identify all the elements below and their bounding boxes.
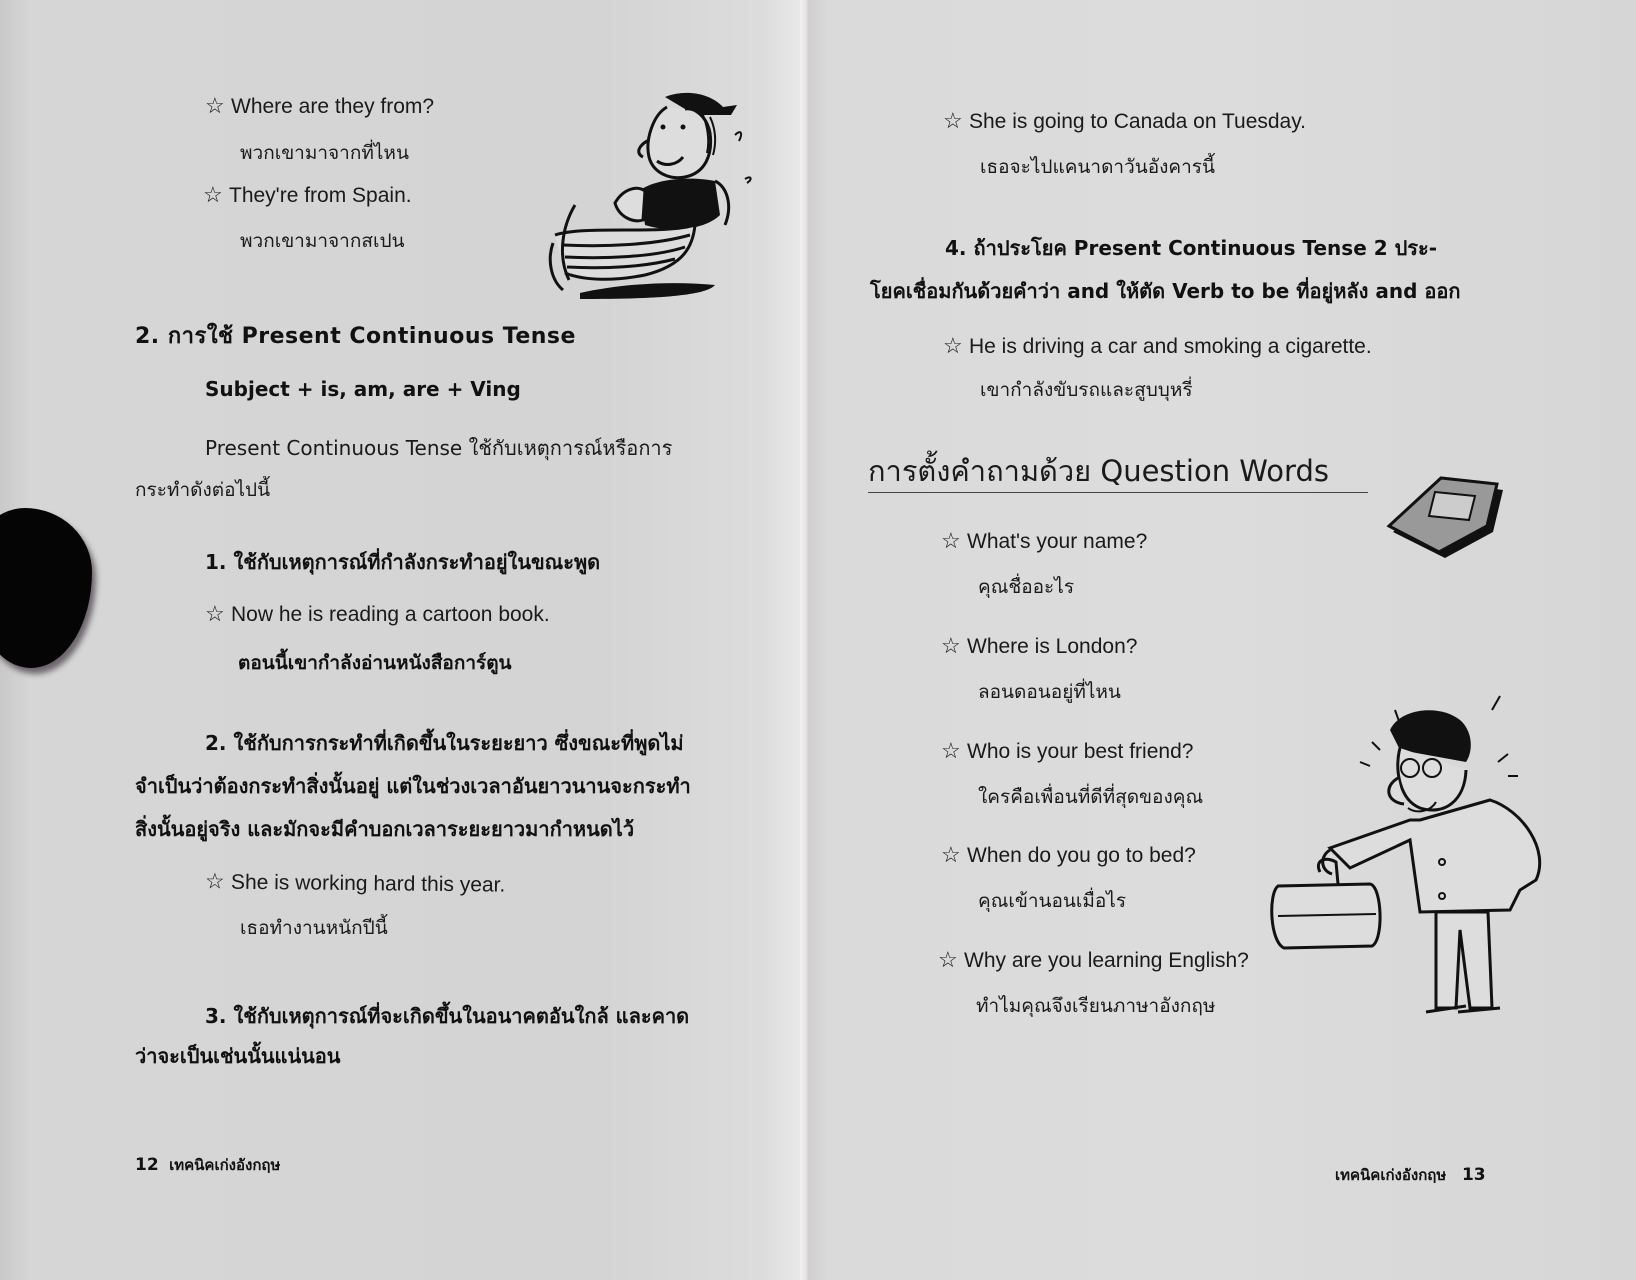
star-icon: ☆ [941, 842, 961, 867]
translation: ทำไมคุณจึงเรียนภาษาอังกฤษ [976, 995, 1216, 1017]
question-where: ☆ Where is London? [941, 633, 1138, 658]
page-number: 13 [1461, 1165, 1486, 1185]
rule-4: 4. ถ้าประโยค Present Continuous Tense 2 ประ- [945, 236, 1438, 260]
example-canada: ☆ She is going to Canada on Tuesday. [943, 108, 1307, 133]
rule-3: 3. ใช้กับเหตุการณ์ที่จะเกิดขึ้นในอนาคตอันใกล้ และคาด [205, 1004, 690, 1028]
example-from-spain: ☆ They're from Spain. [203, 182, 412, 207]
left-page [0, 0, 808, 1280]
formula: Subject + is, am, are + Ving [205, 377, 521, 401]
translation: ตอนนี้เขากำลังอ่านหนังสือการ์ตูน [238, 652, 512, 674]
star-icon: ☆ [203, 182, 223, 207]
star-icon: ☆ [205, 601, 225, 626]
thumb-shadow [0, 508, 92, 668]
example-reading: ☆ Now he is reading a cartoon book. [205, 601, 550, 626]
translation: เขากำลังขับรถและสูบบุหรี่ [980, 379, 1193, 401]
rule-2: สิ่งนั้นอยู่จริง และมักจะมีคำบอกเวลาระยะยาวมากำหนดไว้ [135, 817, 635, 841]
star-icon: ☆ [204, 868, 225, 894]
rule-2: จำเป็นว่าต้องกระทำสิ่งนั้นอยู่ แต่ในช่วงเวลาอันยาวนานจะกระทำ [135, 774, 691, 798]
example-working: ☆ She is working hard this year. [204, 868, 506, 897]
right-page [808, 0, 1636, 1280]
running-man-illustration [545, 85, 775, 305]
translation: คุณเข้านอนเมื่อไร [978, 890, 1127, 912]
translation: พวกเขามาจากที่ไหน [240, 142, 409, 164]
translation: ใครคือเพื่อนที่ดีที่สุดของคุณ [978, 786, 1204, 808]
translation: เธอจะไปแคนาดาวันอังคารนี้ [980, 156, 1215, 178]
rule-2: 2. ใช้กับการกระทำที่เกิดขึ้นในระยะยาว ซึ่งขณะที่พูดไม่ [205, 731, 684, 755]
question-when: ☆ When do you go to bed? [941, 842, 1196, 867]
translation: เธอทำงานหนักปีนี้ [240, 917, 388, 939]
star-icon: ☆ [943, 333, 963, 358]
page-footer-left [135, 1153, 280, 1177]
rule-3: ว่าจะเป็นเช่นนั้นแน่นอน [135, 1044, 341, 1068]
intro-text: Present Continuous Tense ใช้กับเหตุการณ์หรือการ [205, 436, 673, 460]
example-driving: ☆ He is driving a car and smoking a cigarette. [943, 333, 1372, 358]
intro-text: กระทำดังต่อไปนี้ [135, 479, 271, 501]
section-heading: 2. การใช้ Present Continuous Tense [135, 324, 576, 349]
star-icon: ☆ [943, 108, 963, 133]
star-icon: ☆ [938, 947, 958, 972]
page-number: 12 [135, 1155, 159, 1175]
star-icon: ☆ [941, 528, 961, 553]
title-underline [868, 492, 1368, 493]
translation: ลอนดอนอยู่ที่ไหน [978, 681, 1121, 703]
star-icon: ☆ [941, 738, 961, 763]
book-title: เทคนิคเก่งอังกฤษ [169, 1156, 281, 1174]
star-icon: ☆ [205, 93, 225, 118]
translation: คุณชื่ออะไร [978, 576, 1075, 598]
rule-1: 1. ใช้กับเหตุการณ์ที่กำลังกระทำอยู่ในขณะพูด [205, 550, 601, 574]
page-footer-right [1335, 1163, 1486, 1187]
rule-4: โยคเชื่อมกันด้วยคำว่า and ให้ตัด Verb to be ที่อยู่หลัง and ออก [870, 279, 1461, 303]
book-illustration [1385, 472, 1515, 562]
question-what: ☆ What's your name? [941, 528, 1148, 553]
question-who: ☆ Who is your best friend? [941, 738, 1194, 763]
example-where-from: ☆ Where are they from? [205, 93, 435, 118]
man-with-briefcase-illustration [1260, 690, 1560, 1020]
star-icon: ☆ [941, 633, 961, 658]
book-title: เทคนิคเก่งอังกฤษ [1335, 1166, 1447, 1184]
question-why: ☆ Why are you learning English? [938, 947, 1249, 972]
translation: พวกเขามาจากสเปน [240, 230, 405, 252]
question-words-title: การตั้งคำถามด้วย Question Words [868, 454, 1329, 488]
